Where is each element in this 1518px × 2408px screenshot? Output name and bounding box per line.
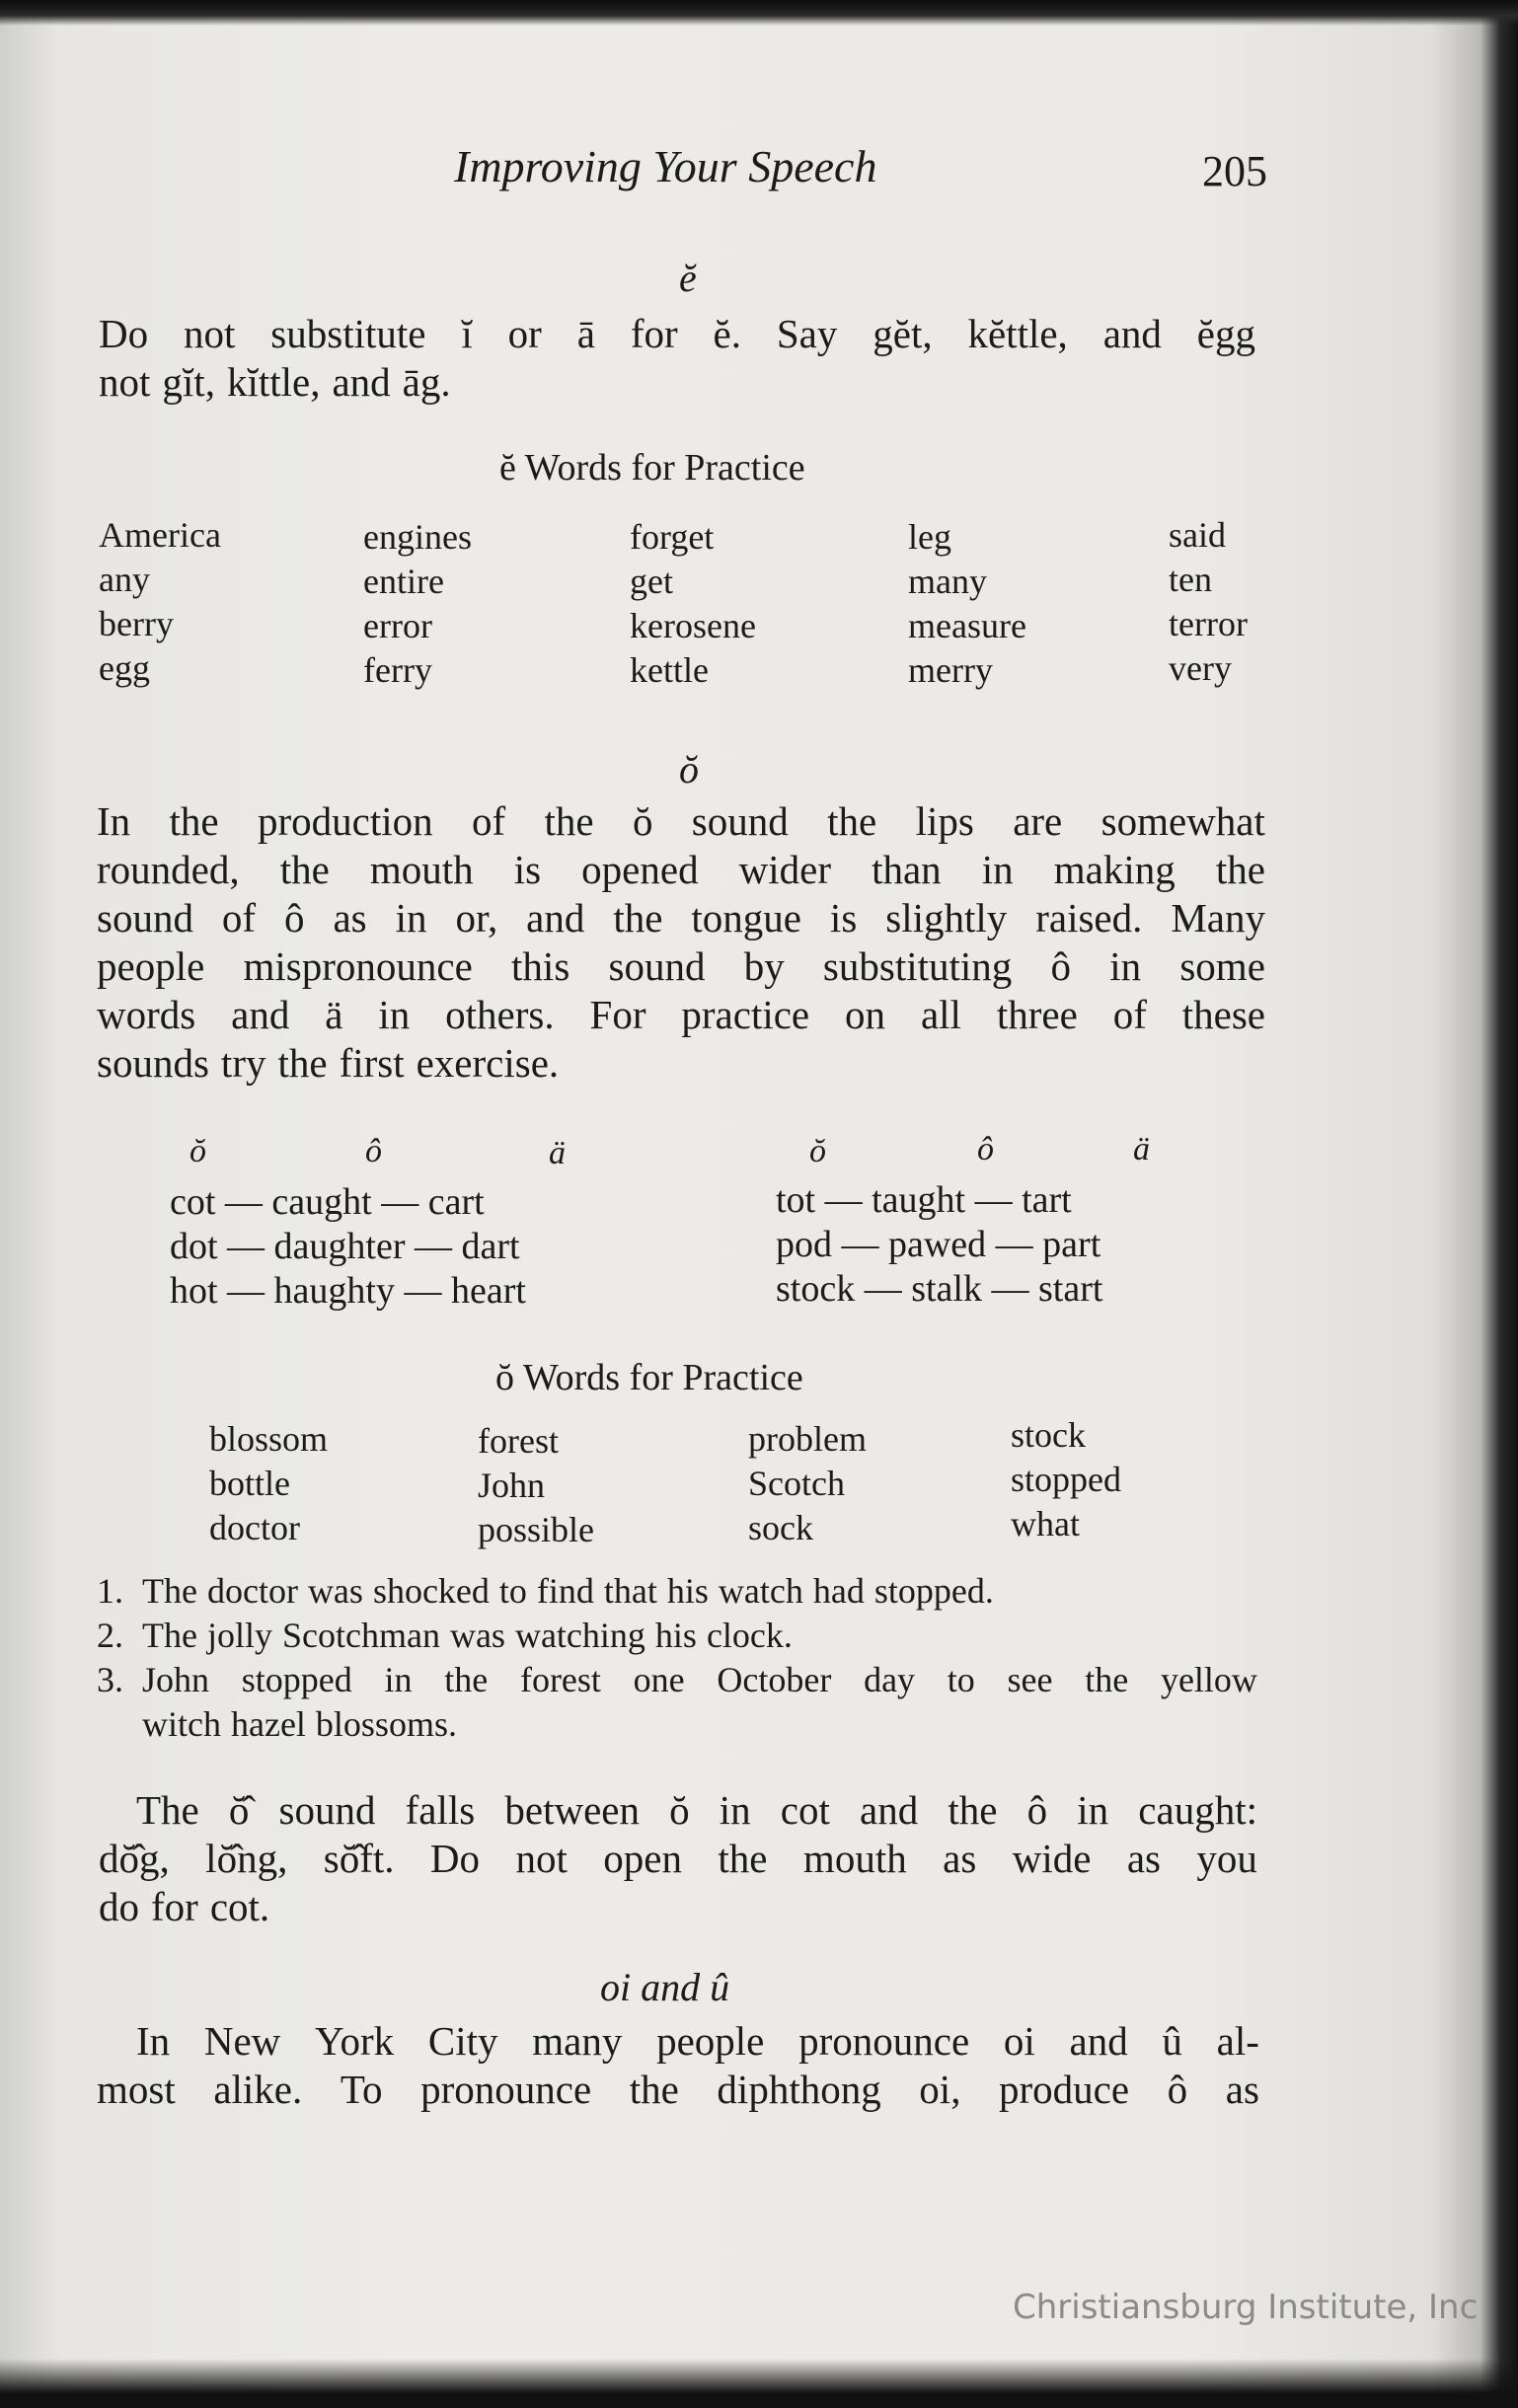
- word: opened: [581, 847, 699, 892]
- word: watching: [514, 1616, 645, 1655]
- followup-paragraph: [99, 1786, 1257, 1931]
- word: lŏ̂ng,: [205, 1836, 288, 1881]
- word: problem: [748, 1419, 867, 1459]
- word: that: [603, 1571, 657, 1611]
- word: and: [526, 895, 585, 941]
- sentence-text: [142, 1658, 1257, 1702]
- word: first: [339, 1040, 405, 1086]
- word: some: [1179, 943, 1265, 989]
- word: production: [257, 798, 433, 844]
- word: jolly: [206, 1616, 272, 1655]
- word: Many: [1171, 895, 1265, 941]
- word: somewhat: [1101, 798, 1265, 844]
- word: ĭ: [461, 311, 473, 356]
- word: the: [613, 895, 663, 941]
- page-number: 205: [1202, 147, 1267, 195]
- word: the: [629, 2067, 679, 2112]
- word: pronounce: [798, 2018, 970, 2064]
- e-practice-title: ĕ Words for Practice: [499, 447, 805, 489]
- word: and: [860, 1787, 919, 1833]
- word: was: [307, 1571, 363, 1611]
- word: and: [1102, 311, 1162, 356]
- exercise-row: dot — daughter — dart: [170, 1226, 520, 1267]
- para-line: [97, 2017, 1259, 2066]
- word: Do: [99, 311, 149, 356]
- word: for: [630, 311, 678, 356]
- word: get: [630, 562, 673, 601]
- word: mouth: [802, 1836, 907, 1881]
- word: was: [449, 1616, 505, 1655]
- word: Scotchman: [281, 1616, 440, 1655]
- word: lips: [915, 798, 974, 844]
- word: City: [427, 2018, 498, 2064]
- exercise-header: ŏ: [190, 1133, 206, 1169]
- word: stock: [1011, 1415, 1086, 1455]
- word: sound: [608, 943, 706, 989]
- word: stopped: [241, 1660, 352, 1699]
- word: try: [220, 1040, 266, 1086]
- word: û: [1162, 2018, 1182, 2064]
- word: very: [1169, 648, 1232, 688]
- word: between: [504, 1787, 640, 1833]
- para-line: [97, 942, 1265, 991]
- word: berry: [99, 604, 174, 643]
- oi-u-heading: oi and û: [600, 1965, 730, 2009]
- word: slightly: [885, 895, 1008, 941]
- word: al-: [1216, 2018, 1259, 2064]
- word: wide: [1012, 1836, 1092, 1881]
- word: ô: [1026, 1787, 1048, 1833]
- word: his: [654, 1616, 697, 1655]
- word: hazel: [230, 1704, 306, 1744]
- word: people: [97, 943, 205, 989]
- word: October: [717, 1660, 832, 1699]
- word: his: [666, 1571, 709, 1611]
- o-practice-title: ŏ Words for Practice: [495, 1357, 803, 1398]
- para-line: [97, 797, 1265, 846]
- word: the: [279, 847, 330, 892]
- word: yellow: [1160, 1660, 1257, 1699]
- word: as: [943, 1836, 977, 1881]
- word: these: [1181, 992, 1265, 1037]
- sentence-continuation: [97, 1702, 1257, 1747]
- word: practice: [681, 992, 810, 1037]
- sentence-text: [142, 1614, 1257, 1658]
- scan-top-edge: [0, 0, 1518, 26]
- exercise-row: stock — stalk — start: [776, 1268, 1103, 1310]
- watermark: Christiansburg Institute, Inc: [1013, 2288, 1479, 2327]
- word: kĕttle,: [967, 311, 1068, 356]
- word: not: [99, 359, 151, 405]
- word: had: [812, 1571, 865, 1611]
- para-line: [97, 1039, 1265, 1088]
- word: substituting: [822, 943, 1013, 989]
- word: mispronounce: [243, 943, 473, 989]
- word: John: [478, 1466, 546, 1505]
- word: ä: [325, 992, 343, 1037]
- word: and: [1069, 2018, 1128, 2064]
- word: any: [99, 560, 150, 599]
- sentence-number: 1.: [97, 1571, 123, 1611]
- word: others.: [445, 992, 555, 1037]
- word: mouth: [369, 847, 474, 892]
- word: ĕgg: [1196, 311, 1255, 356]
- word: ŏ: [669, 1787, 690, 1833]
- word: egg: [99, 648, 150, 688]
- word: on: [845, 992, 886, 1037]
- o-practice-column: [478, 1419, 594, 1552]
- word: or,: [455, 895, 498, 941]
- word: the: [827, 798, 877, 844]
- word: bottle: [209, 1464, 290, 1503]
- sentence-number: 3.: [97, 1660, 123, 1699]
- word: see: [1007, 1660, 1053, 1699]
- word: forest: [519, 1660, 601, 1699]
- word: entire: [363, 562, 444, 601]
- running-head: Improving Your Speech: [454, 141, 877, 191]
- para-line: [97, 846, 1265, 894]
- word: stopped.: [873, 1571, 994, 1611]
- word: substitute: [270, 311, 426, 356]
- word: is: [513, 847, 542, 892]
- word: possible: [478, 1510, 595, 1549]
- sentence-item: [97, 1658, 1257, 1702]
- word: Say: [776, 311, 838, 356]
- para-line: [99, 1835, 1257, 1883]
- word: sounds: [97, 1040, 209, 1086]
- oi-u-paragraph: [97, 2017, 1259, 2114]
- exercise-row: pod — pawed — part: [776, 1224, 1101, 1265]
- word: as: [333, 895, 367, 941]
- o-short-symbol: ŏ: [679, 747, 699, 791]
- word: engines: [363, 517, 472, 557]
- word: Scotch: [748, 1464, 845, 1503]
- word: The: [142, 1571, 197, 1611]
- sentence-text: [142, 1569, 1257, 1614]
- word: many: [532, 2018, 623, 2064]
- word: the: [277, 1040, 328, 1086]
- word: witch: [142, 1704, 221, 1744]
- word: find: [536, 1571, 594, 1611]
- word: sound: [97, 895, 193, 941]
- word: For: [589, 992, 646, 1037]
- word: as: [1126, 1836, 1161, 1881]
- o-practice-column: [748, 1417, 867, 1550]
- word: York: [315, 2018, 395, 2064]
- word: and: [231, 992, 290, 1037]
- exercise-header: ä: [549, 1135, 566, 1171]
- sentence-item: [97, 1569, 1257, 1614]
- word: watch: [718, 1571, 803, 1611]
- word: in: [395, 895, 427, 941]
- word: ô: [1167, 2067, 1188, 2112]
- exercise-row: tot — taught — tart: [776, 1179, 1072, 1221]
- exercise-row: hot — haughty — heart: [170, 1270, 526, 1312]
- word: ô: [1050, 943, 1071, 989]
- word: the: [1215, 847, 1265, 892]
- scan-bottom-edge: [0, 2359, 1518, 2408]
- e-practice-column: [99, 513, 221, 691]
- word: In: [136, 2018, 171, 2064]
- practice-sentences: [97, 1569, 1257, 1747]
- word: ten: [1169, 560, 1212, 599]
- word: words: [97, 992, 196, 1037]
- word: said: [1169, 515, 1226, 555]
- word: In: [97, 798, 131, 844]
- word: New: [203, 2018, 281, 2064]
- word: To: [340, 2067, 383, 2112]
- word: pronounce: [420, 2067, 592, 2112]
- word: doctor: [206, 1571, 298, 1611]
- word: America: [99, 515, 221, 555]
- word: in: [719, 1787, 751, 1833]
- word: the: [444, 1660, 489, 1699]
- e-short-symbol: ĕ: [679, 256, 697, 300]
- word: The: [142, 1616, 197, 1655]
- word: kerosene: [630, 606, 756, 645]
- word: in: [384, 1660, 413, 1699]
- word: rounded,: [97, 847, 240, 892]
- word: not: [515, 1836, 568, 1881]
- word: cot: [780, 1787, 830, 1833]
- word: open: [603, 1836, 682, 1881]
- word: for: [151, 1884, 198, 1929]
- word: to: [498, 1571, 527, 1611]
- para-line: [99, 1883, 1257, 1931]
- word: of: [1112, 992, 1147, 1037]
- para-line: [99, 310, 1255, 358]
- word: blossom: [209, 1419, 329, 1459]
- word: ŏ: [632, 798, 653, 844]
- para-line: [97, 991, 1265, 1039]
- word: sound: [278, 1787, 376, 1833]
- o-practice-column: [1011, 1413, 1121, 1546]
- word: the: [1085, 1660, 1129, 1699]
- word: dŏ̂g,: [99, 1836, 170, 1881]
- word: gĕt,: [873, 311, 933, 356]
- word: are: [1013, 798, 1063, 844]
- exercise-right: [776, 1178, 1102, 1312]
- word: stopped: [1011, 1460, 1121, 1499]
- word: forget: [630, 517, 715, 557]
- word: shocked: [372, 1571, 490, 1611]
- word: most: [97, 2067, 176, 2112]
- word: John: [142, 1660, 210, 1699]
- word: doctor: [209, 1508, 300, 1547]
- word: falls: [405, 1787, 476, 1833]
- e-practice-column: [630, 515, 756, 693]
- exercise-header: ô: [365, 1133, 382, 1169]
- word: making: [1053, 847, 1176, 892]
- word: in: [1109, 943, 1142, 989]
- word: oi: [1003, 2018, 1035, 2064]
- word: leg: [908, 517, 951, 557]
- word: the: [718, 1836, 768, 1881]
- word: wider: [738, 847, 832, 892]
- exercise-header: ŏ: [809, 1133, 826, 1169]
- word: do: [99, 1884, 139, 1929]
- e-practice-column: [908, 515, 1026, 693]
- word: blossoms.: [315, 1704, 457, 1744]
- word: clock.: [706, 1616, 793, 1655]
- word: kĭttle,: [226, 359, 321, 405]
- e-practice-column: [363, 515, 472, 693]
- word: in: [1077, 1787, 1109, 1833]
- word: sound: [691, 798, 789, 844]
- word: Do: [429, 1836, 481, 1881]
- word: tongue: [691, 895, 801, 941]
- word: exercise.: [416, 1040, 560, 1086]
- word: terror: [1169, 604, 1248, 643]
- word: and: [332, 359, 391, 405]
- word: sŏ̂ft.: [323, 1836, 395, 1881]
- para-line: [97, 2066, 1259, 2114]
- e-practice-column: [1169, 513, 1248, 691]
- word: all: [920, 992, 961, 1037]
- word: to: [947, 1660, 975, 1699]
- sentence-text: [142, 1702, 1257, 1747]
- word: what: [1011, 1504, 1080, 1543]
- exercise-header: ä: [1133, 1131, 1150, 1167]
- word: ā: [576, 311, 595, 356]
- word: as: [1225, 2067, 1259, 2112]
- word: of: [471, 798, 506, 844]
- word: in: [981, 847, 1014, 892]
- sentence-number: 2.: [97, 1616, 123, 1655]
- word: sock: [748, 1508, 813, 1547]
- word: the: [544, 798, 594, 844]
- word: many: [908, 562, 987, 601]
- word: kettle: [630, 650, 709, 690]
- word: one: [633, 1660, 685, 1699]
- word: error: [363, 606, 432, 645]
- o-short-paragraph: [97, 797, 1265, 1088]
- word: The: [136, 1787, 199, 1833]
- para-line: [97, 894, 1265, 942]
- word: this: [511, 943, 570, 989]
- word: than: [872, 847, 942, 892]
- word: oi,: [919, 2067, 961, 2112]
- word: āg.: [402, 359, 451, 405]
- e-short-paragraph: [99, 310, 1255, 407]
- word: merry: [908, 650, 993, 690]
- word: people: [656, 2018, 765, 2064]
- word: not: [184, 311, 236, 356]
- word: raised.: [1035, 895, 1143, 941]
- o-practice-column: [209, 1417, 328, 1550]
- word: measure: [908, 606, 1026, 645]
- sentence-item: [97, 1614, 1257, 1658]
- word: or: [507, 311, 542, 356]
- word: the: [948, 1787, 998, 1833]
- para-line: [99, 358, 1255, 407]
- word: cot.: [209, 1884, 270, 1929]
- word: in: [378, 992, 411, 1037]
- word: ô: [284, 895, 305, 941]
- word: day: [864, 1660, 916, 1699]
- word: gĭt,: [162, 359, 215, 405]
- word: is: [829, 895, 858, 941]
- word: ŏ̂: [228, 1787, 250, 1833]
- exercise-header: ô: [977, 1131, 994, 1167]
- word: alike.: [213, 2067, 303, 2112]
- word: produce: [999, 2067, 1130, 2112]
- word: of: [221, 895, 257, 941]
- word: caught:: [1138, 1787, 1257, 1833]
- word: three: [996, 992, 1078, 1037]
- word: you: [1196, 1836, 1257, 1881]
- word: by: [743, 943, 785, 989]
- exercise-left: [170, 1180, 526, 1314]
- word: forest: [478, 1421, 559, 1461]
- exercise-row: cot — caught — cart: [170, 1181, 485, 1223]
- word: ĕ.: [713, 311, 741, 356]
- word: diphthong: [717, 2067, 881, 2112]
- word: the: [169, 798, 219, 844]
- para-line: [99, 1786, 1257, 1835]
- word: ferry: [363, 650, 432, 690]
